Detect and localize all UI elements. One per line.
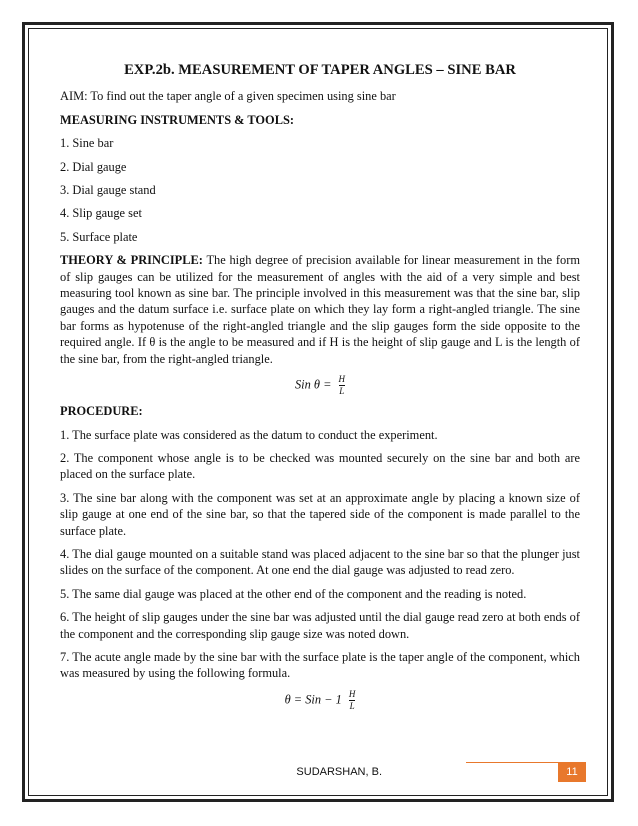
procedure-step: 5. The same dial gauge was placed at the other end of the component and the reading is noted. — [60, 586, 527, 601]
page-title: EXP.2b. MEASUREMENT OF TAPER ANGLES – SINE BAR — [124, 62, 516, 78]
fraction-numerator: H — [338, 374, 346, 385]
instrument-item: 5. Surface plate — [60, 229, 138, 244]
fraction-denominator: L — [349, 700, 355, 711]
procedure-step: 1. The surface plate was considered as the datum to conduct the experiment. — [60, 427, 438, 442]
theory-heading: THEORY & PRINCIPLE: — [60, 253, 203, 268]
sine-formula-fraction — [339, 374, 346, 397]
procedure-step: 3. The sine bar along with the component was set at an approximate angle by placing a known size of slip gauge at one end of the sine bar, so that the tapered side of the component is made parallel to the surface plate. — [60, 490, 580, 538]
theory-text: The high degree of precision available for linear measurement in the form of slip gauges can be utilized for the measurement of angles with the aid of a very simple and best measuring tool known as sine bar. The principle involved in this measurement was that the sine bar, slip gauges and the datum surface i.e. surface plate on which they lay form a right-angled triangle. The sine bar forms as hypotenuse of the right-angled triangle and the slip gauges form the side opposite to the required angle. If θ is the angle to be measured and if H is the height of slip gauge and L is the length of the sine bar, from the right-angled triangle. — [60, 253, 580, 366]
procedure-step: 6. The height of slip gauges under the sine bar was adjusted until the dial gauge read zero at both ends of the component and the corresponding slip gauge size was noted down. — [60, 610, 580, 641]
procedure-step: 2. The component whose angle is to be checked was mounted securely on the sine bar and both are placed on the surface plate. — [60, 450, 580, 482]
sine-formula-lhs: Sin θ = — [294, 377, 332, 392]
procedure-heading: PROCEDURE: — [60, 404, 143, 419]
instruments-heading: MEASURING INSTRUMENTS & TOOLS: — [60, 112, 294, 127]
angle-formula-lhs: θ = Sin − 1 — [284, 692, 342, 707]
aim-text: AIM: To find out the taper angle of a given specimen using sine bar — [60, 89, 396, 104]
instrument-item: 3. Dial gauge stand — [60, 183, 156, 198]
instrument-item: 2. Dial gauge — [60, 159, 127, 174]
theory-paragraph — [60, 252, 580, 367]
procedure-step: 4. The dial gauge mounted on a suitable stand was placed adjacent to the sine bar so that the plunger just slides on the surface of the component. At one end the dial gauge was adjusted to read zero. — [60, 546, 580, 578]
instrument-item: 4. Slip gauge set — [60, 206, 142, 221]
procedure-step: 7. The acute angle made by the sine bar with the surface plate is the taper angle of the component, which was measured by using the following formula. — [60, 649, 580, 681]
fraction-denominator: L — [339, 386, 345, 397]
sine-formula — [60, 374, 580, 397]
fraction-numerator: H — [348, 688, 356, 699]
angle-formula-fraction — [349, 689, 356, 712]
instrument-item: 1. Sine bar — [60, 136, 114, 151]
angle-formula — [60, 689, 580, 712]
author-name: SUDARSHAN, B. — [296, 766, 382, 778]
document-body — [60, 58, 580, 718]
page-number: 11 — [558, 762, 586, 782]
